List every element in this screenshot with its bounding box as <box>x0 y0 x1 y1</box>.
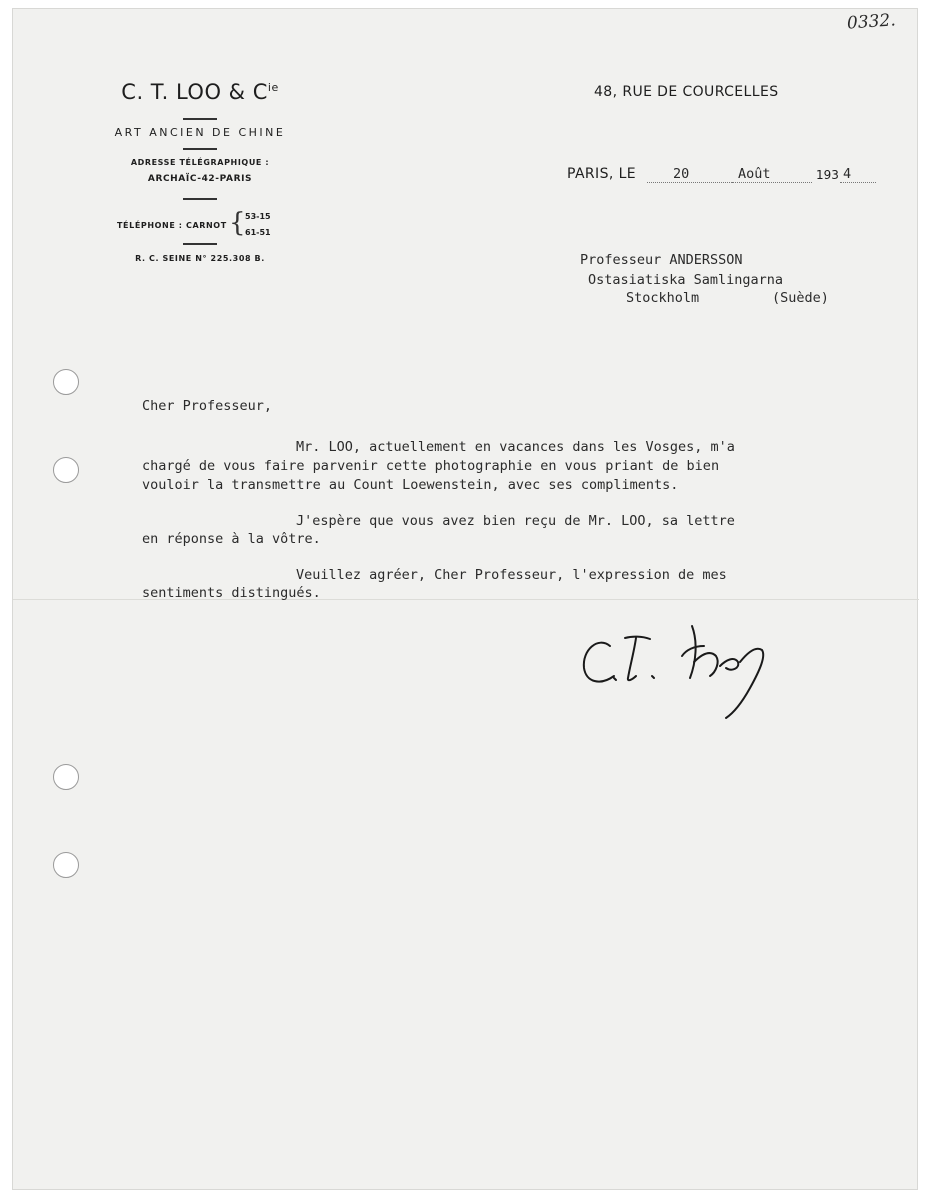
archive-number: 0332. <box>846 10 897 34</box>
body-line: Mr. LOO, actuellement en vacances dans les Vosges, m'a <box>296 439 735 455</box>
date-day: 20 <box>673 166 690 182</box>
signature <box>570 606 790 726</box>
punch-hole <box>53 457 79 483</box>
body-line: chargé de vous faire parvenir cette photographie en vous priant de bien <box>142 458 720 474</box>
date-dotted-line <box>647 181 732 183</box>
punch-hole <box>53 369 79 395</box>
company-tagline: ART ANCIEN DE CHINE <box>114 126 286 139</box>
telegraph-label: ADRESSE TÉLÉGRAPHIQUE : <box>130 158 270 167</box>
phone-brace: { <box>229 208 246 238</box>
punch-hole <box>53 852 79 878</box>
body-line: sentiments distingués. <box>142 585 321 601</box>
body-line: en réponse à la vôtre. <box>142 531 321 547</box>
recipient-country: (Suède) <box>772 290 829 306</box>
company-name-suffix: ie <box>267 81 279 94</box>
recipient-institution: Ostasiatiska Samlingarna <box>588 272 784 288</box>
date-year-digit: 4 <box>843 166 852 182</box>
phone-label: TÉLÉPHONE : CARNOT <box>117 221 227 230</box>
divider <box>183 243 217 245</box>
telegraph-address: ARCHAÏC-42-PARIS <box>147 174 253 184</box>
body-line: Veuillez agréer, Cher Professeur, l'expression de mes <box>296 567 727 583</box>
phone-number: 61-51 <box>245 228 271 237</box>
divider <box>183 198 217 200</box>
punch-hole <box>53 764 79 790</box>
dateline-city: PARIS, LE <box>567 166 637 182</box>
date-year-prefix: 193 <box>816 168 839 182</box>
divider <box>183 118 217 120</box>
body-line: vouloir la transmettre au Count Loewenstein, avec ses compliments. <box>142 477 679 493</box>
company-name-main: C. T. LOO & C <box>121 80 268 104</box>
date-month: Août <box>738 166 771 182</box>
recipient-city: Stockholm <box>626 290 700 306</box>
recipient-name: Professeur ANDERSSON <box>580 252 743 268</box>
divider <box>183 148 217 150</box>
salutation: Cher Professeur, <box>142 398 273 414</box>
phone-number: 53-15 <box>245 212 271 221</box>
body-line: J'espère que vous avez bien reçu de Mr. LOO, sa lettre <box>296 513 735 529</box>
registry-number: R. C. SEINE N° 225.308 B. <box>135 254 265 263</box>
company-name <box>70 80 330 104</box>
street-address: 48, RUE DE COURCELLES <box>594 84 779 100</box>
